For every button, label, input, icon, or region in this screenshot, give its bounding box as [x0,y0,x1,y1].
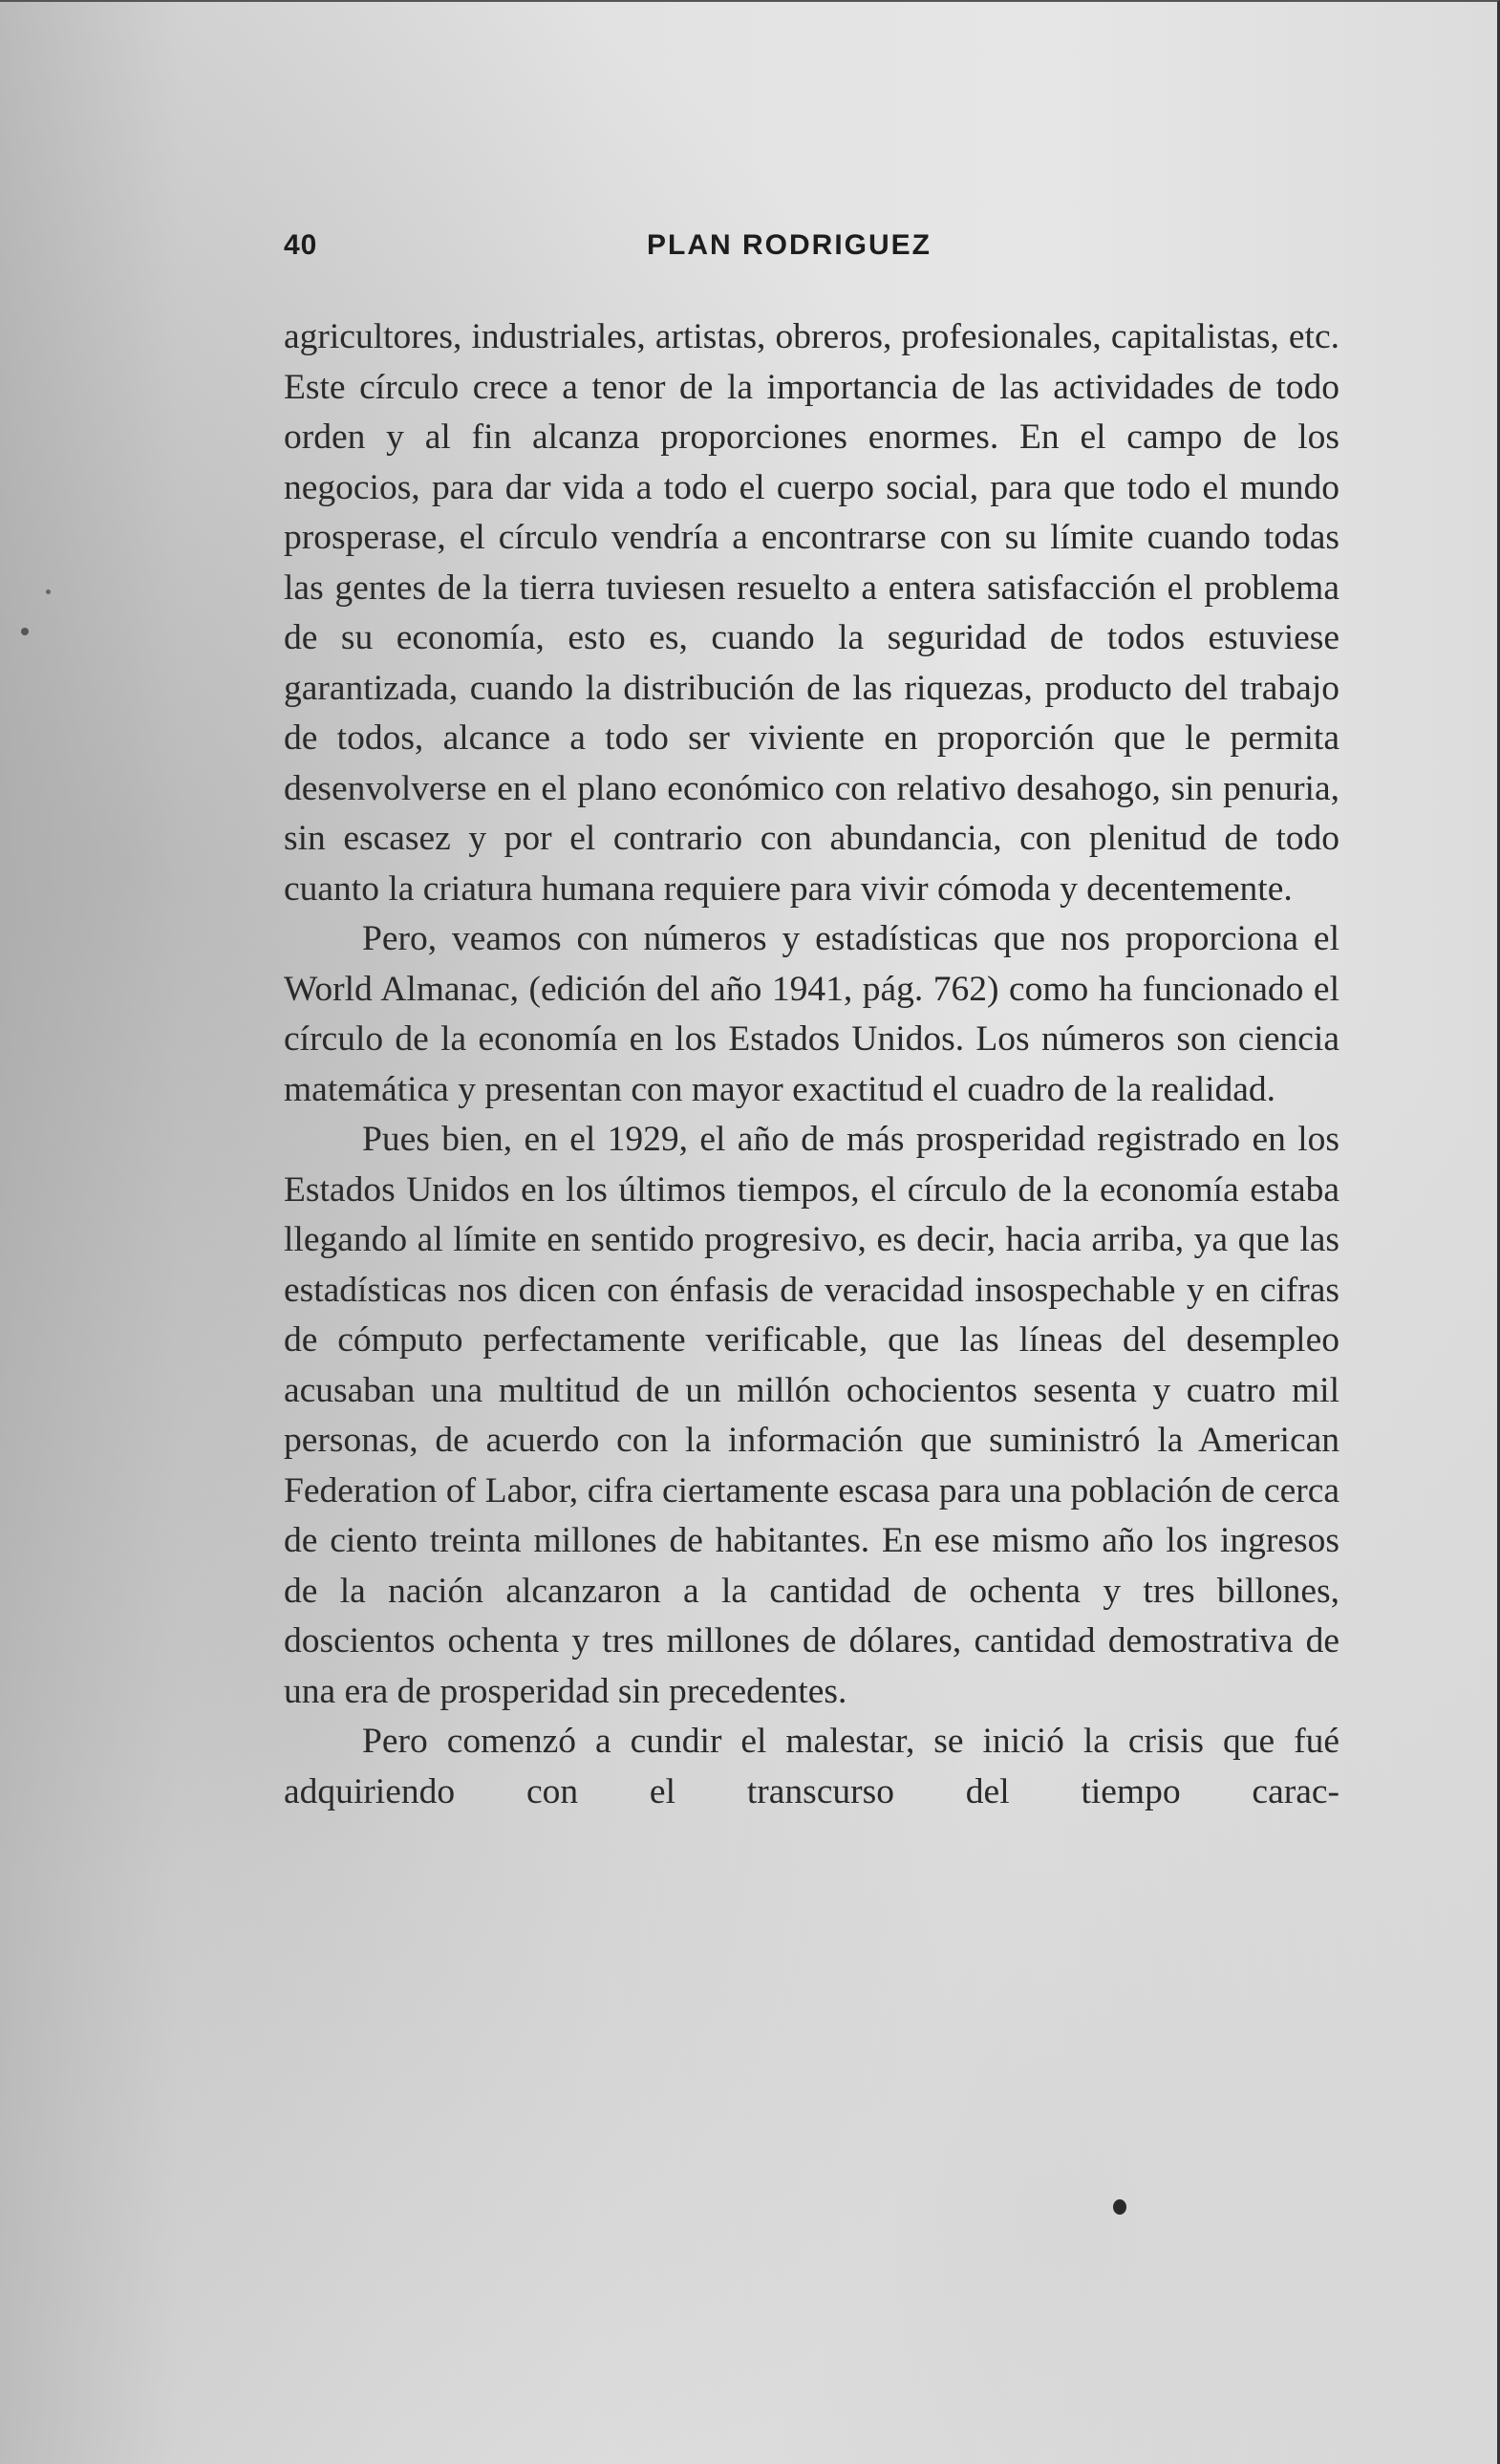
body-text [284,312,1339,1817]
paragraph-3: Pues bien, en el 1929, el año de más prosperidad registrado en los Estados Unidos en los últimos tiempos, el círculo de la economía estaba llegando al límite en sentido progresivo, es decir, hacia arriba, ya que las estadísticas nos dicen con énfasis de veracidad insospechable y en cifras de cómputo perfectamente verificable, que las líneas del desempleo acusaban una multitud de un millón ochocientos sesenta y cuatro mil personas, de acuerdo con la información que suministró la American Federation of Labor, cifra ciertamente escasa para una población de cerca de ciento treinta millones de habitantes. En ese mismo año los ingresos de la nación alcanzaron a la cantidad de ochenta y tres billones, doscientos ochenta y tres millones de dólares, cantidad demostrativa de una era de prosperidad sin precedentes. [284,1120,1339,1711]
ink-speck [21,628,29,635]
paragraph-1: agricultores, industriales, artistas, obreros, profesionales, capitalistas, etc. Este círculo crece a tenor de la importancia de las actividades de todo orden y al fin alcanza proporciones enormes. En el campo de los negocios, para dar vida a todo el cuerpo social, para que todo el mundo prosperase, el círculo vendría a encontrarse con su límite cuando todas las gentes de la tierra tuviesen resuelto a entera satisfacción el problema de su economía, esto es, cuando la seguridad de todos estuviese garantizada, cuando la distribución de las riquezas, producto del trabajo de todos, alcance a todo ser viviente en proporción que le permita desenvolverse en el plano económico con relativo desahogo, sin penuria, sin escasez y por el contrario con abundancia, con plenitud de todo cuanto la criatura humana requiere para vivir cómoda y decentemente. [284,317,1339,909]
running-title: PLAN RODRIGUEZ [647,229,932,261]
page-number: 40 [284,229,318,261]
page-header [284,229,1339,277]
ink-speck [1113,2199,1126,2215]
ink-speck [46,589,51,594]
paragraph-4: Pero comenzó a cundir el malestar, se inició la crisis que fué adquiriendo con el transcurso del tiempo carac- [284,1722,1339,1811]
paragraph-2: Pero, veamos con números y estadísticas que nos proporciona el World Almanac, (edición del año 1941, pág. 762) como ha funcionado el círculo de la economía en los Estados Unidos. Los números son ciencia matemática y presentan con mayor exactitud el cuadro de la realidad. [284,919,1339,1109]
